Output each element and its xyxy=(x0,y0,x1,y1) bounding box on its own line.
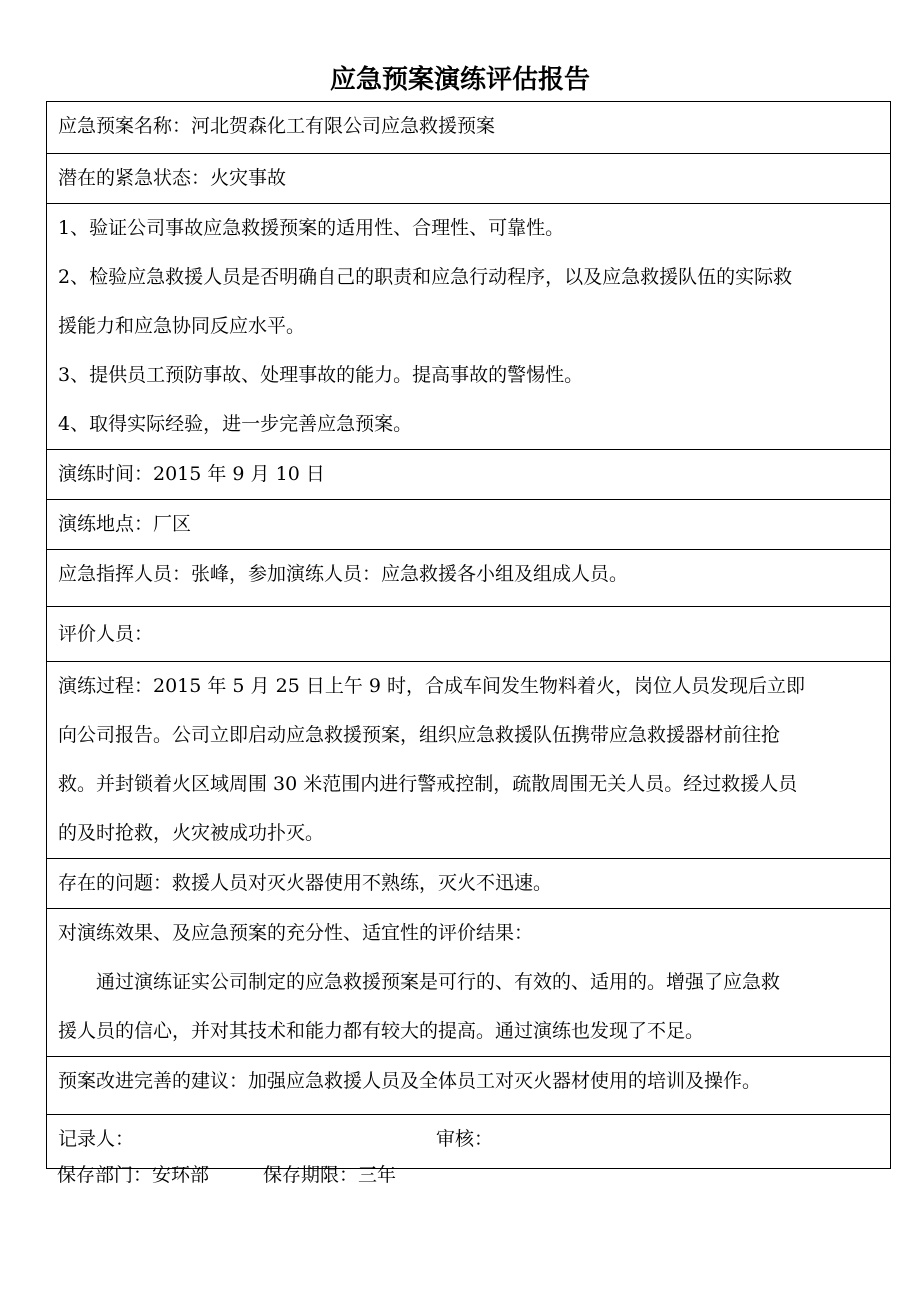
suggestions-cell xyxy=(47,1057,891,1115)
row-drill-time xyxy=(47,450,891,500)
row-evaluation xyxy=(47,909,891,1057)
objective-line: 援能力和应急协同反应水平。 xyxy=(58,315,306,337)
reviewer-label: 审核： xyxy=(436,1128,494,1150)
emergency-state-text: 潜在的紧急状态：火灾事故 xyxy=(58,167,287,189)
objective-line: 2、检验应急救援人员是否明确自己的职责和应急行动程序，以及应急救援队伍的实际救 xyxy=(58,266,793,288)
process-line: 救。并封锁着火区域周围 30 米范围内进行警戒控制，疏散周围无关人员。经过救援人员 xyxy=(58,773,798,795)
objectives-cell xyxy=(47,204,891,450)
row-emergency-state xyxy=(47,154,891,204)
problems-text: 存在的问题：救援人员对灭火器使用不熟练，灭火不迅速。 xyxy=(58,872,553,894)
personnel-cell xyxy=(47,550,891,607)
row-problems xyxy=(47,859,891,909)
process-line: 向公司报告。公司立即启动应急救援预案，组织应急救援队伍携带应急救援器材前往抢 xyxy=(58,724,781,746)
evaluators-cell xyxy=(47,607,891,662)
row-personnel xyxy=(47,550,891,607)
process-line: 的及时抢救，火灾被成功扑灭。 xyxy=(58,822,325,844)
row-suggestions xyxy=(47,1057,891,1115)
objective-line: 4、取得实际经验，进一步完善应急预案。 xyxy=(58,413,413,435)
row-process xyxy=(47,662,891,859)
drill-location-text: 演练地点：厂区 xyxy=(58,513,192,535)
evaluation-line: 援人员的信心，并对其技术和能力都有较大的提高。通过演练也发现了不足。 xyxy=(58,1020,705,1042)
storage-department: 保存部门：安环部 xyxy=(57,1164,210,1186)
plan-name-text: 应急预案名称：河北贺森化工有限公司应急救援预案 xyxy=(58,115,496,137)
objective-line: 1、验证公司事故应急救援预案的适用性、合理性、可靠性。 xyxy=(58,217,565,239)
report-table xyxy=(46,101,891,1169)
row-drill-location xyxy=(47,500,891,550)
emergency-state-cell xyxy=(47,154,891,204)
drill-time-text: 演练时间：2015 年 9 月 10 日 xyxy=(58,463,325,485)
objective-line: 3、提供员工预防事故、处理事故的能力。提高事故的警惕性。 xyxy=(58,364,584,386)
row-objectives xyxy=(47,204,891,450)
personnel-text: 应急指挥人员：张峰，参加演练人员：应急救援各小组及组成人员。 xyxy=(58,563,629,585)
suggestions-text: 预案改进完善的建议：加强应急救援人员及全体员工对灭火器材使用的培训及操作。 xyxy=(58,1070,762,1092)
evaluation-line: 通过演练证实公司制定的应急救援预案是可行的、有效的、适用的。增强了应急救 xyxy=(96,971,781,993)
retention-period: 保存期限：三年 xyxy=(263,1164,397,1186)
footer xyxy=(57,1155,396,1195)
drill-location-cell xyxy=(47,500,891,550)
plan-name-cell xyxy=(47,102,891,154)
evaluation-heading: 对演练效果、及应急预案的充分性、适宜性的评价结果： xyxy=(58,922,534,944)
problems-cell xyxy=(47,859,891,909)
drill-time-cell xyxy=(47,450,891,500)
evaluators-text: 评价人员： xyxy=(58,623,154,645)
row-plan-name xyxy=(47,102,891,154)
page-title: 应急预案演练评估报告 xyxy=(329,65,590,95)
recorder-label: 记录人： xyxy=(58,1128,135,1150)
process-line: 演练过程：2015 年 5 月 25 日上午 9 时，合成车间发生物料着火，岗位人员发现后立即 xyxy=(58,675,805,697)
evaluation-cell xyxy=(47,909,891,1057)
process-cell xyxy=(47,662,891,859)
row-evaluators xyxy=(47,607,891,662)
